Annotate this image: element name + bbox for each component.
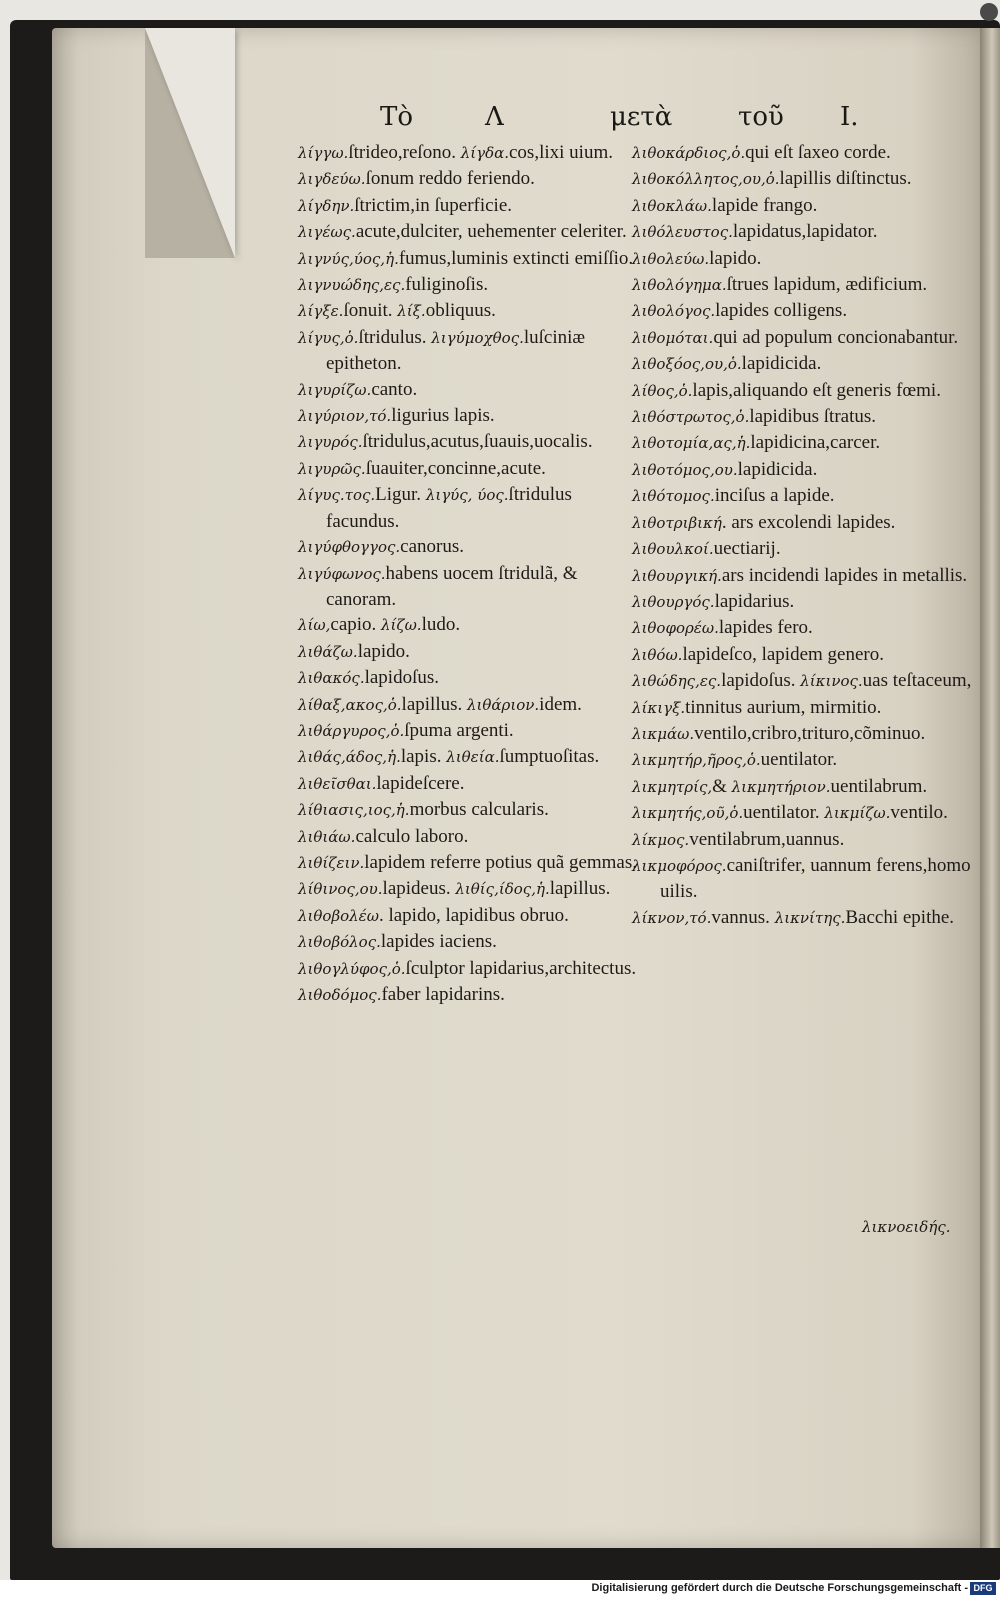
latin-gloss: uentilator. <box>743 802 820 824</box>
latin-gloss: lapillus. <box>401 693 463 715</box>
greek-headword: λίθιασις,ιος,ἡ. <box>298 801 410 820</box>
latin-gloss: ſpuma argenti. <box>404 719 514 741</box>
dictionary-entry <box>632 378 977 404</box>
right-column <box>632 140 977 931</box>
catchword: λικνοειδής. <box>862 1218 951 1236</box>
latin-gloss: luſciniæ epitheton. <box>326 326 586 375</box>
dictionary-entry <box>632 668 977 694</box>
latin-gloss: ludo. <box>421 614 461 636</box>
greek-headword: λιγύφωνος. <box>298 564 386 583</box>
greek-headword: λιθολόγημα. <box>632 276 727 295</box>
dictionary-entry <box>632 193 977 219</box>
dictionary-entry <box>298 166 643 192</box>
latin-gloss: ſtrideo,reſono. <box>348 142 456 163</box>
latin-gloss: uectiarij. <box>713 538 781 560</box>
greek-headword: λικμητήριον. <box>731 777 831 796</box>
dictionary-entry <box>632 298 977 324</box>
dictionary-entry <box>298 824 643 850</box>
greek-headword: λιθακός. <box>298 669 365 688</box>
dictionary-entry <box>632 827 977 853</box>
dictionary-entry <box>298 797 643 823</box>
greek-headword: λιθογλύφος,ὁ. <box>298 959 406 978</box>
dictionary-entry <box>298 193 643 219</box>
dictionary-entry <box>632 615 977 641</box>
latin-gloss: lapido. <box>357 640 410 662</box>
greek-headword: λιγνύς,ύος,ἡ. <box>298 249 399 268</box>
dictionary-entry <box>632 457 977 483</box>
latin-gloss: lapillis diſtinctus. <box>779 168 912 190</box>
latin-gloss: calculo laboro. <box>355 825 469 847</box>
greek-headword: λικμητής,οῦ,ὁ. <box>632 804 744 823</box>
greek-headword: λιθολόγος. <box>632 302 716 321</box>
greek-headword: λίγυς,ὁ. <box>298 328 359 347</box>
greek-headword: λικμίζω. <box>824 804 891 823</box>
dictionary-entry <box>298 456 643 482</box>
latin-gloss: lapidem referre potius quã gemmas. <box>364 851 638 873</box>
latin-gloss: canto. <box>371 378 418 400</box>
dictionary-entry <box>298 403 643 429</box>
greek-headword: λιθίς,ίδος,ἡ. <box>455 880 550 899</box>
left-column <box>298 140 643 1008</box>
greek-headword: λιθοτόμος,ου. <box>632 460 738 479</box>
dictionary-entry <box>632 166 977 192</box>
greek-headword: λικμάω. <box>632 724 695 743</box>
latin-gloss: qui eſt ſaxeo corde. <box>745 142 891 163</box>
dictionary-entry <box>632 642 977 668</box>
latin-gloss: lapides colligens. <box>715 300 848 322</box>
dictionary-entry <box>298 903 643 929</box>
greek-headword: λικμητρίς, <box>632 777 713 796</box>
running-head <box>380 102 880 136</box>
greek-headword: λίγγω. <box>298 144 349 162</box>
footer-credit: Digitalisierung gefördert durch die Deutsche Forschungsgemeinschaft - <box>591 1582 968 1594</box>
dictionary-entry <box>632 695 977 721</box>
latin-gloss: lapidoſus. <box>364 667 440 689</box>
dictionary-entry <box>298 534 643 560</box>
latin-gloss: fumus,luminis extincti emiſſio. <box>398 247 634 269</box>
dictionary-entry <box>632 721 977 747</box>
greek-headword: λίγξε. <box>298 302 344 321</box>
dictionary-entry <box>632 510 977 536</box>
latin-gloss: lapis. <box>400 746 442 768</box>
latin-gloss: lapideſcere. <box>376 772 465 794</box>
greek-headword: λίθαξ,ακος,ὁ. <box>298 695 402 714</box>
dictionary-entry <box>298 850 643 876</box>
greek-headword: λίγδην. <box>298 196 355 215</box>
dictionary-entry <box>298 744 643 770</box>
greek-headword: λιγύριον,τό. <box>298 407 392 426</box>
latin-gloss: morbus calcularis. <box>409 799 549 821</box>
dictionary-entry <box>298 982 643 1008</box>
latin-gloss: Bacchi epithe. <box>845 906 955 928</box>
greek-headword: λιθόλευστος. <box>632 223 733 242</box>
page-edge-right <box>980 28 1000 1548</box>
dictionary-entry <box>632 272 977 298</box>
greek-headword: λίκμος. <box>632 830 690 849</box>
greek-headword: λίθος,ὁ. <box>632 381 693 400</box>
latin-gloss: . lapido, lapidibus obruo. <box>378 904 569 926</box>
latin-gloss: ſtridulus facundus. <box>326 484 572 532</box>
greek-headword: λίζω. <box>381 616 422 635</box>
greek-headword: λίκιγξ. <box>632 698 686 717</box>
latin-gloss: ſtridulus. <box>358 326 427 348</box>
greek-headword: λιθιάω. <box>298 827 356 846</box>
dictionary-entry <box>298 771 643 797</box>
greek-headword: λιθάριον. <box>467 695 540 714</box>
dictionary-entry <box>298 561 643 613</box>
latin-gloss: lapideſco, lapidem genero. <box>682 643 884 665</box>
latin-gloss: lapides fero. <box>718 617 813 639</box>
scan-corner-mark <box>980 3 998 21</box>
latin-gloss: & <box>712 775 727 797</box>
latin-gloss: ſculptor lapidarius,architectus. <box>405 957 637 979</box>
latin-gloss: inciſus a lapide. <box>714 485 835 507</box>
greek-headword: λιθουργός. <box>632 592 715 611</box>
greek-headword: λιθοβόλος. <box>298 933 381 952</box>
dictionary-entry <box>298 140 643 166</box>
greek-headword: λίγυς.τος. <box>298 486 376 505</box>
dfg-logo: DFG <box>970 1582 996 1595</box>
greek-headword: λιθουλκοί. <box>632 540 714 559</box>
dictionary-entry <box>298 692 643 718</box>
dictionary-entry <box>632 800 977 826</box>
greek-headword: λιθομόται. <box>632 328 714 347</box>
dictionary-entry <box>298 612 643 638</box>
latin-gloss: lapidoſus. <box>721 670 796 692</box>
greek-headword: λιγνυώδης,ες. <box>298 276 406 295</box>
greek-headword: λιθοκάρδιος,ὁ. <box>632 144 746 162</box>
greek-headword: λιθοτριβική <box>632 513 722 532</box>
latin-gloss: lapidicina,carcer. <box>750 432 881 454</box>
latin-gloss: ſtridulus,acutus,ſuauis,uocalis. <box>362 431 593 453</box>
dictionary-entry <box>298 429 643 455</box>
latin-gloss: ars incidendi lapides in metallis. <box>721 564 968 586</box>
page-curl-corner <box>145 28 235 258</box>
latin-gloss: uas teſtaceum, <box>862 670 972 692</box>
latin-gloss: faber lapidarins. <box>381 984 505 1005</box>
greek-headword: λιθάζω. <box>298 642 358 661</box>
greek-headword: λίω, <box>298 616 331 635</box>
latin-gloss: qui ad populum concionabantur. <box>713 326 959 348</box>
dictionary-entry <box>632 246 977 272</box>
greek-headword: λικμητήρ,ῆρος,ὁ. <box>632 751 761 770</box>
greek-headword: λιγύφθογγος. <box>298 538 401 557</box>
running-head-letter: Λ <box>485 102 504 132</box>
running-head-folio: I. <box>840 102 859 132</box>
dictionary-entry <box>632 563 977 589</box>
greek-headword: λικνίτης. <box>774 908 846 927</box>
dictionary-entry <box>632 351 977 377</box>
latin-gloss: uentilabrum. <box>830 775 928 797</box>
latin-gloss: vannus. <box>711 906 770 928</box>
latin-gloss: capio. <box>330 614 377 636</box>
greek-headword: λιγύς, ύος. <box>425 486 509 505</box>
latin-gloss: idem. <box>539 693 582 715</box>
dictionary-entry <box>632 140 977 166</box>
greek-headword: λιθώδης,ες. <box>632 672 722 691</box>
greek-headword: λίγδα. <box>460 144 509 162</box>
greek-headword: λιθάς,άδος,ἡ. <box>298 748 401 767</box>
running-head-right2: τοῦ <box>738 102 784 132</box>
dictionary-entry <box>632 325 977 351</box>
greek-headword: λιγυρῶς. <box>298 459 366 478</box>
greek-headword: λιθίζειν. <box>298 853 365 872</box>
dictionary-entry <box>632 853 977 905</box>
latin-gloss: ſtrues lapidum, ædificium. <box>726 274 928 296</box>
greek-headword: λίθινος,ου. <box>298 880 383 899</box>
greek-headword: λιθοβολέω <box>298 906 379 925</box>
latin-gloss: ſumptuoſitas. <box>499 746 600 768</box>
dictionary-entry <box>298 325 643 377</box>
greek-headword: λιγέως. <box>298 223 356 242</box>
dictionary-entry <box>632 219 977 245</box>
greek-headword: λιγυρίζω. <box>298 380 372 399</box>
latin-gloss: lapides iaciens. <box>380 931 497 953</box>
greek-headword: λίξ. <box>397 302 426 321</box>
greek-headword: λιγδεύω. <box>298 170 366 189</box>
greek-headword: λιγύμοχθος. <box>431 328 524 347</box>
latin-gloss: lapidatus,lapidator. <box>732 221 878 243</box>
latin-gloss: ventilo. <box>890 802 948 824</box>
latin-gloss: lapillus. <box>549 878 611 900</box>
greek-headword: λιθεῖσθαι. <box>298 774 377 793</box>
dictionary-entry <box>298 956 643 982</box>
dictionary-entry <box>632 483 977 509</box>
latin-gloss: acute,dulciter, uehementer celeriter. <box>355 221 627 243</box>
latin-gloss: lapis,aliquando eſt generis fœmi. <box>692 379 941 401</box>
dictionary-entry <box>298 219 643 245</box>
dictionary-entry <box>632 430 977 456</box>
greek-headword: λιθόω. <box>632 645 683 664</box>
latin-gloss: obliquus. <box>425 300 496 322</box>
latin-gloss: ſonum reddo feriendo. <box>365 168 535 190</box>
dictionary-entry <box>298 876 643 902</box>
dictionary-entry <box>298 639 643 665</box>
greek-headword: λίκινος. <box>800 672 863 691</box>
dictionary-entry <box>298 482 643 534</box>
greek-headword: λίκνον,τό. <box>632 908 712 927</box>
greek-headword: λιθόστρωτος,ὁ. <box>632 408 750 427</box>
latin-gloss: ventilabrum,uannus. <box>689 828 845 850</box>
greek-headword: λιθοφορέω. <box>632 619 719 638</box>
dictionary-entry <box>298 298 643 324</box>
greek-headword: λιθεία. <box>446 748 500 767</box>
latin-gloss: cos,lixi uium. <box>509 142 613 163</box>
latin-gloss: ſtrictim,in ſuperficie. <box>354 194 513 216</box>
latin-gloss: lapido. <box>709 247 762 269</box>
greek-headword: λιθολεύω. <box>632 249 710 268</box>
greek-headword: λιθοξόος,ου,ὁ. <box>632 355 742 374</box>
dictionary-entry <box>632 905 977 931</box>
latin-gloss: ſonuit. <box>343 300 393 322</box>
latin-gloss: lapidicida. <box>737 458 818 480</box>
dictionary-entry <box>298 272 643 298</box>
latin-gloss: lapidicida. <box>741 353 822 375</box>
latin-gloss: . ars excolendi lapides. <box>721 511 896 533</box>
dictionary-entry <box>632 536 977 562</box>
dictionary-entry <box>298 929 643 955</box>
latin-gloss: ligurius lapis. <box>391 405 495 427</box>
greek-headword: λιθοκλάω. <box>632 196 712 215</box>
latin-gloss: canorus. <box>400 536 465 558</box>
latin-gloss: caniſtrifer, uannum ferens,homo uilis. <box>660 854 971 903</box>
latin-gloss: ſuauiter,concinne,acute. <box>365 457 546 479</box>
latin-gloss: lapidibus ſtratus. <box>749 406 876 428</box>
dictionary-entry <box>298 246 643 272</box>
latin-gloss: lapideus. <box>382 878 451 900</box>
running-head-left: Τὸ <box>380 102 413 132</box>
dictionary-entry <box>632 589 977 615</box>
greek-headword: λιγυρός. <box>298 433 363 452</box>
dictionary-entry <box>298 718 643 744</box>
latin-gloss: ventilo,cribro,trituro,cõminuo. <box>694 722 926 744</box>
greek-headword: λιθοτομία,ας,ἡ. <box>632 434 751 453</box>
dictionary-entry <box>632 747 977 773</box>
latin-gloss: lapide frango. <box>711 194 818 216</box>
latin-gloss: Ligur. <box>375 484 422 506</box>
dictionary-entry <box>632 774 977 800</box>
dictionary-entry <box>632 404 977 430</box>
dictionary-entry <box>298 377 643 403</box>
latin-gloss: habens uocem ſtridulã, & canoram. <box>326 562 578 610</box>
latin-gloss: uentilator. <box>760 749 838 771</box>
greek-headword: λιθοκόλλητος,ου,ὁ. <box>632 170 780 189</box>
greek-headword: λιθουργική. <box>632 566 722 585</box>
greek-headword: λικμοφόρος. <box>632 856 727 875</box>
latin-gloss: fuliginoſis. <box>405 274 489 296</box>
greek-headword: λιθάργυρος,ὁ. <box>298 721 405 740</box>
greek-headword: λιθότομος. <box>632 487 715 506</box>
greek-headword: λιθοδόμος. <box>298 986 382 1004</box>
latin-gloss: tinnitus aurium, mirmitio. <box>685 696 882 718</box>
dictionary-entry <box>298 665 643 691</box>
running-head-right1: μετὰ <box>610 102 673 132</box>
latin-gloss: lapidarius. <box>714 590 795 612</box>
